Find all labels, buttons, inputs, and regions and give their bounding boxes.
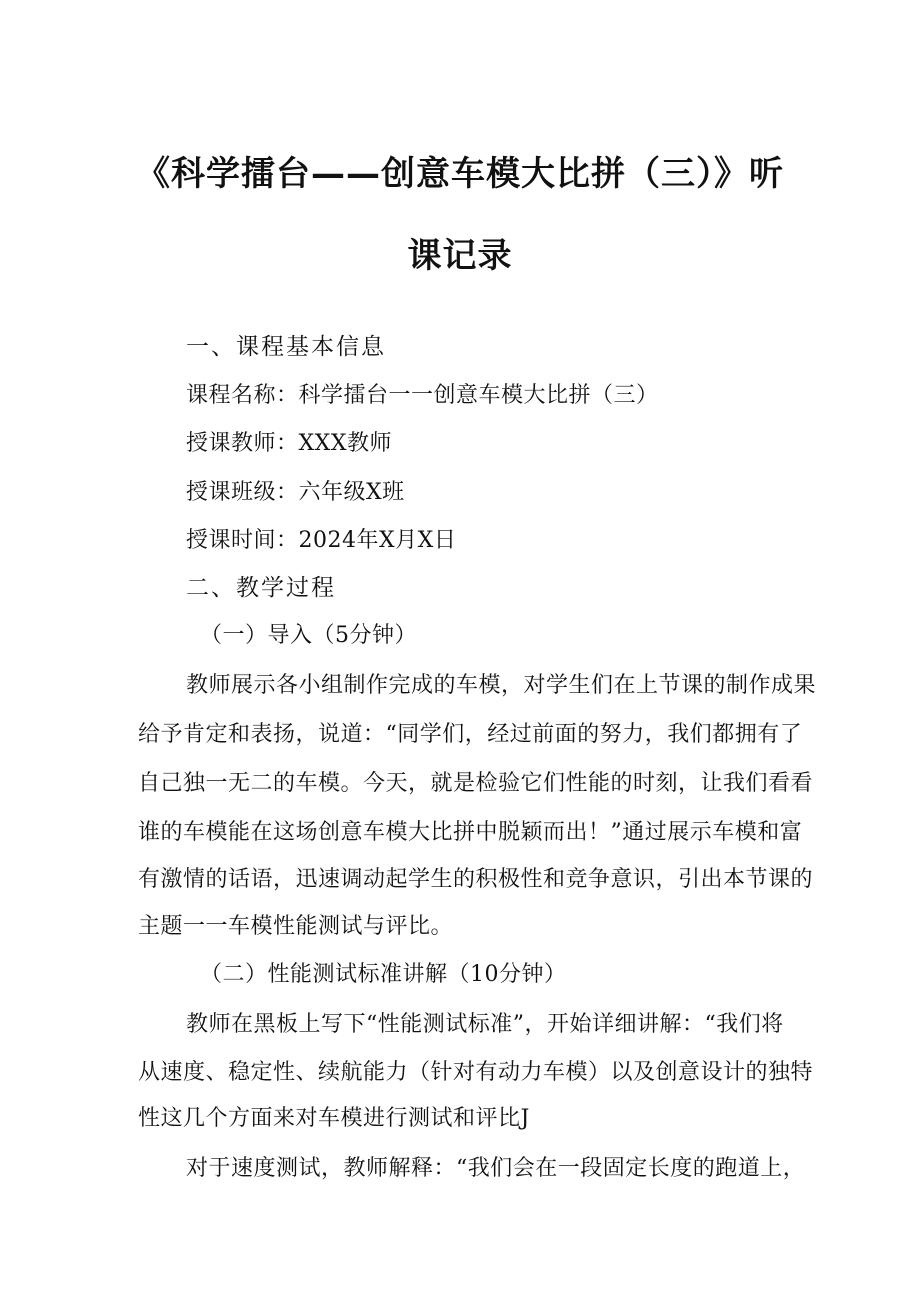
- section-heading-basic-info: 一、课程基本信息: [186, 334, 386, 360]
- document-title-line-2: 课记录: [407, 236, 513, 276]
- paragraph-line: 教师在黑板上写下“性能测试标准”，开始详细讲解：“我们将: [186, 1012, 784, 1037]
- subsection-heading-standards: （二）性能测试标准讲解（10分钟）: [200, 962, 567, 987]
- paragraph-line: 谁的车模能在这场创意车模大比拼中脱颖而出！”通过展示车模和富: [138, 820, 803, 845]
- paragraph-line: 给予肯定和表扬，说道：“同学们，经过前面的努力，我们都拥有了: [138, 722, 803, 747]
- course-class: 授课班级：六年级X班: [186, 480, 405, 505]
- subsection-heading-intro: （一）导入（5分钟）: [200, 623, 417, 648]
- course-name: 课程名称：科学擂台一一创意车模大比拼（三）: [186, 383, 659, 408]
- paragraph-line: 自己独一无二的车模。今天，就是检验它们性能的时刻，让我们看看: [138, 771, 814, 796]
- course-teacher: 授课教师：XXX教师: [186, 431, 392, 456]
- paragraph-line: 性这几个方面来对车模进行测试和评比J: [138, 1106, 530, 1131]
- paragraph-line: 对于速度测试，教师解释：“我们会在一段固定长度的跑道上，: [186, 1156, 806, 1181]
- document-title-line-1: 《科学擂台——创意车模大比拼（三）》听: [136, 154, 784, 194]
- paragraph-line: 有激情的话语，迅速调动起学生的积极性和竞争意识，引出本节课的: [138, 867, 814, 892]
- paragraph-line: 主题一一车模性能测试与评比。: [138, 914, 454, 939]
- course-time: 授课时间：2024年X月X日: [186, 528, 457, 553]
- paragraph-line: 教师展示各小组制作完成的车模，对学生们在上节课的制作成果: [186, 673, 817, 698]
- paragraph-line: 从速度、稳定性、续航能力（针对有动力车模）以及创意设计的独特: [138, 1060, 814, 1085]
- section-heading-teaching-process: 二、教学过程: [186, 575, 336, 601]
